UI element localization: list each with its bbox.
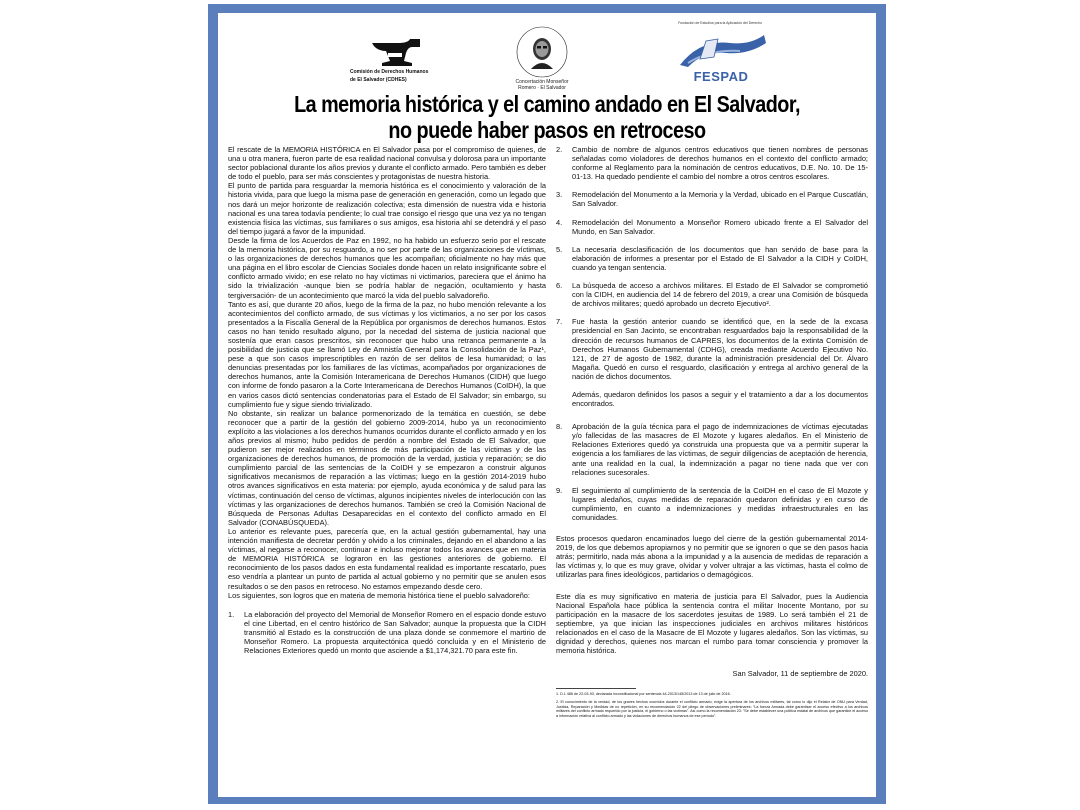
list-number: 2. (556, 145, 563, 154)
fespad-name: FESPAD (693, 69, 749, 84)
cdhes-caption-1: Comisión de Derechos Humanos (350, 69, 429, 75)
romero-portrait-icon (515, 25, 569, 79)
list-number: 9. (556, 485, 563, 495)
paragraph: Estos procesos quedaron encaminados luego del cierre de la gestión gubernamental 2014-2019, de los que debemos apropiarnos y no permitir que se ignoren o que se den pasos hacia atrás; permitirlo, nada más abona a la impunidad y a la ausencia de medidas de reparación a las víctimas y, lo que es muy grave, olvidar y volver ultrajar a las víctimas, hasta el colmo de utilizarlas para fines ideológicos, partidarios o demagógicos. (556, 534, 868, 580)
list-number: 8. (556, 422, 563, 432)
list-text: La necesaria desclasificación de los documentos que han servido de base para la elaboración de informes a presentar por el Estado de El Salvador a la CIDH y CoIDH, cuando ya tengan sentencia. (572, 244, 868, 272)
fespad-top-caption: Fundación de Estudios para la Aplicación del Derecho (678, 21, 762, 25)
signature-date: San Salvador, 11 de septiembre de 2020. (732, 669, 868, 679)
list-number: 1. (228, 609, 235, 619)
list-number: 4. (556, 217, 563, 227)
cdhes-logo-icon (368, 37, 426, 67)
list-item (556, 281, 868, 308)
list-item (556, 486, 868, 522)
list-number: 3. (556, 190, 563, 200)
title-line-2: no puede haber pasos en retroceso (388, 117, 706, 143)
list-text: Remodelación del Monumento a Monseñor Romero ubicado frente a El Salvador del Mundo, en San Salvador. (572, 217, 868, 236)
list-number: 5. (556, 244, 563, 254)
paragraph: Tanto es así, que durante 20 años, luego de la firma de la paz, no hubo mención relevante a los acontecimientos del conflicto armado, de sus víctimas y los victimarios, a no ser por los casos presentados a la Fiscalía General de la República por organismos de derechos humanos. Estos casos no han tenido resultado alguno, por la necedad del sistema de justicia nacional que sostenía que eran casos prescritos, sin reconocer que hubo una retranca permanente a la posibilidad de justicia que se llamó Ley de Amnistía General para la Consolidación de la Paz¹, pese a que son casos imprescriptibles en razón de ser delitos de lesa humanidad; o las denuncias presentadas por los familiares de las víctimas, acompañados por organizaciones de derechos humanos, ante la Comisión Interamericana de Derechos Humanos (CIDH) que luego con informe de fondo pasaron a la Corte Interamericana de Derechos Humanos (CoIDH), la que en varios casos dictó sentencias condenatorias para el Estado de El Salvador; sin embargo, su cumplimiento fue y sigue siendo trivializado. (228, 299, 546, 409)
left-column (228, 145, 546, 664)
cdhes-logo (350, 37, 450, 83)
list-item (556, 218, 868, 236)
paragraph: Desde la firma de los Acuerdos de Paz en 1992, no ha habido un esfuerzo serio por el rescate de la memoria histórica, por su resguardo, a no ser por parte de las organizaciones de víctimas, o las organizaciones de derechos humanos que les acompañan; oficialmente no hay más que una página en el libro escolar de Ciencias Sociales donde hacen un relato insignificante sobre el conflicto armado vivido; en ese relato no hay víctimas ni victimarios, pareciera que el ánimo ha sido la trivialización -aunque bien se podría hablar de negación, ocultamiento y hasta tergiversación- de un acontecimiento que marcó la vida del pueblo salvadoreño. (228, 235, 546, 300)
list-item (556, 245, 868, 272)
list-number: 6. (556, 281, 563, 291)
list-text: Aprobación de la guía técnica para el pago de indemnizaciones de víctimas ejecutadas y/o fallecidas de las masacres de El Mozote y lugares aledaños. En el Ministerio de Relaciones Exteriores quedó ya construida una propuesta que va a permitir superar la exigencia a los familiares de las víctimas, de seguir diligencias de aceptación de herencia, ante una realidad en la cual, la indemnización a pagar no tiene nada que ver con relaciones sucesorales. (572, 422, 868, 477)
list-text: Fue hasta la gestión anterior cuando se identificó que, en la sede de la excasa presidencial en San Jacinto, se encontraban resguardados bajo la responsabilidad de la dirección de recursos humanos de CAPRES, los documentos de la extinta Comisión de Derechos Humanos Gubernamental (CDHG), creada mediante Acuerdo Ejecutivo No. 121, de 27 de agosto de 1982, durante la administración presidencial del Dr. Álvaro Magaña. Quedó en curso el resguardo, clasificación y entrega al archivo general de la nación de dichos documentos. (572, 317, 868, 381)
paragraph: No obstante, sin realizar un balance pormenorizado de la temática en cuestión, se debe reconocer que a partir de la gestión del gobierno 2009-2014, hubo ya un reconocimiento explícito a las violaciones a los derechos humanos ocurridos durante el conflicto armado y en los años previos al mismo; hubo pedidos de perdón a nombre del Estado de El Salvador, que pudieron ser mejor realizados en términos de más participación de las víctimas y de las organizaciones de derechos humanos, de promoción de la verdad, justicia y reparación; se dio cumplimiento parcial de las sentencias de la CoIDH y se empezaron a construir algunos significativos mecanismos de reparación a las víctimas; luego en la gestión 2014-2019 hubo otros avances significativos en esta materia: por ejemplo, ayuda económica y de salud para las víctimas, continuación del censo de víctimas, algunos incipientes niveles de interlocución con las víctimas y las organizaciones de derechos humanos. También se creó la Comisión Nacional de Búsqueda de Personas Adultas Desaparecidas en el contexto del conflicto armado en El Salvador (CONABÚSQUEDA). (228, 408, 546, 527)
cdhes-caption-2: de El Salvador (CDHES) (350, 77, 407, 83)
list-text: Cambio de nombre de algunos centros educativos que tienen nombres de personas señaladas como violadores de derechos humanos en el contexto del conflicto armado; conforme al Reglamento para la nominación de centros educativos, D.E. No. 10. De 15-01-13. Ha quedado pendiente el cambio del nombre a otros centros escolares. (572, 145, 868, 182)
logo-row (218, 13, 876, 93)
footnote-separator (556, 688, 636, 689)
paragraph: El punto de partida para resguardar la memoria histórica es el conocimiento y valoración de la historia vivida, para que luego la misma pase de generación en generación, como un legado que nos dará un mejor horizonte de realización colectiva; esta dimensión de nuestra vida e historia nacional es una tarea todavía pendiente; lo cual trae consigo el riesgo que una vez ya no tengan existencia física las víctimas, sus familiares o sus amigos, esa historia ahí se detendrá y el paso del tiempo jugará a favor de la impunidad. (228, 181, 546, 236)
romero-caption: Concertación Monseñor Romero · El Salvador (515, 79, 569, 91)
paragraph: El rescate de la MEMORIA HISTÓRICA en El Salvador pasa por el compromiso de quienes, de una u otra manera, fueron parte de esa realidad nacional convulsa y dolorosa para un importante sector poblacional durante los años previos y durante el conflicto armado. Pero también es deber de todo el pueblo, para ser más conscientes y protagonistas de nuestra historia. (228, 145, 546, 182)
page-title (264, 91, 830, 143)
fespad-logo (670, 21, 770, 85)
list-item (556, 422, 868, 477)
title-line-1: La memoria histórica y el camino andado en El Salvador, (294, 91, 800, 117)
romero-logo (511, 23, 573, 89)
paragraph: Los siguientes, son logros que en materia de memoria histórica tiene el pueblo salvadoreño: (228, 590, 530, 600)
list-item-continuation: Además, quedaron definidos los pasos a seguir y el tratamiento a dar a los documentos encontrados. (572, 389, 868, 409)
list-text: La búsqueda de acceso a archivos militares. El Estado de El Salvador se comprometió con la CIDH, en audiencia del 14 de febrero del 2019, a crear una Comisión de búsqueda de archivos militares; quedó aprobado un decreto Ejecutivo². (572, 281, 868, 309)
fespad-logo-icon (670, 29, 770, 69)
list-number: 7. (556, 317, 563, 327)
list-item (556, 317, 868, 381)
footnote-2: 2. El conocimiento de la verdad, de los graves hechos ocurridos durante el conflicto armado, exige la apertura de los archivos militares, tal como lo dijo el Relator de ONU para Verdad, Justicia, Reparación y Medidas de no repetición, en su recomendación 22 del pliego de observaciones preliminares: "La fuerza Armada debe garantizar el acceso efectivo a los archivos militares del conflicto armado requerido por la justicia, el gobierno o las víctimas". Así como la recomendación 23: "Se debe establecer una política estatal de archivos que garantice el acceso a información relativa al conflicto armado y las violaciones de derechos humanos de ese período". (556, 699, 868, 718)
list-item (556, 190, 868, 208)
list-item (228, 610, 546, 655)
list-text: El seguimiento al cumplimiento de la sentencia de la CoIDH en el caso de El Mozote y lugares aledaños, cuyas medidas de reparación quedaron definidas y en curso de cumplimiento, en cuanto a indemnizaciones y medidas infraestructurales en las comunidades. (572, 485, 868, 522)
document-page (218, 13, 876, 797)
right-column (556, 145, 868, 718)
list-text: La elaboración del proyecto del Memorial de Monseñor Romero en el espacio donde estuvo el cine Libertad, en el centro histórico de San Salvador; aunque la propuesta que la CIDH transmitió al Estado es la construcción de una plaza donde se conmemore el martirio de Monseñor Romero. La propuesta arquitectónica quedó concluida y en el Ministerio de Relaciones Exteriores quedó un monto que asciende a $1,174,321.70 para este fin. (244, 609, 546, 656)
footnote-1: 1. D.L 486 de 22-03-93, declarada inconstitucional por sentencia 44-2013/145/2013 de 13 de julio de 2016. (556, 692, 731, 697)
paragraph: Lo anterior es relevante pues, parecería que, en la actual gestión gubernamental, hay una intención manifiesta de decretar perdón y olvido a los criminales, dejando en el abandono a las víctimas, al negarse a reconocer, continuar e incluso mejorar todos los avances que en materia de MEMORIA HISTÓRICA se lograron en las gestiones anteriores de gobierno. El reconocimiento de los pasos dados en esta fundamental realidad es importante rescatarlo, pues eso vendría a plantear un punto de partida al actual gobierno y no permitir que se anulen esos resultados o se den pasos en retroceso. No estamos empezando desde cero. (228, 526, 546, 591)
list-text: Remodelación del Monumento a la Memoria y la Verdad, ubicado en el Parque Cuscatlán, San Salvador. (572, 190, 868, 209)
paragraph: Este día es muy significativo en materia de justicia para El Salvador, pues la Audiencia Nacional Española hace pública la sentencia contra el militar Inocente Montano, por su participación en la masacre de los sacerdotes jesuitas de 1989. Lo será también el 21 de septiembre, ya que inician las inspecciones judiciales en archivos militares históricos relacionados en el caso de la Masacre de El Mozote y lugares aledaños. Son las víctimas, su dignidad y derechos, quienes nos marcan el rumbo para tomar consciencia y promover la memoria histórica. (556, 591, 868, 656)
list-item (556, 145, 868, 181)
